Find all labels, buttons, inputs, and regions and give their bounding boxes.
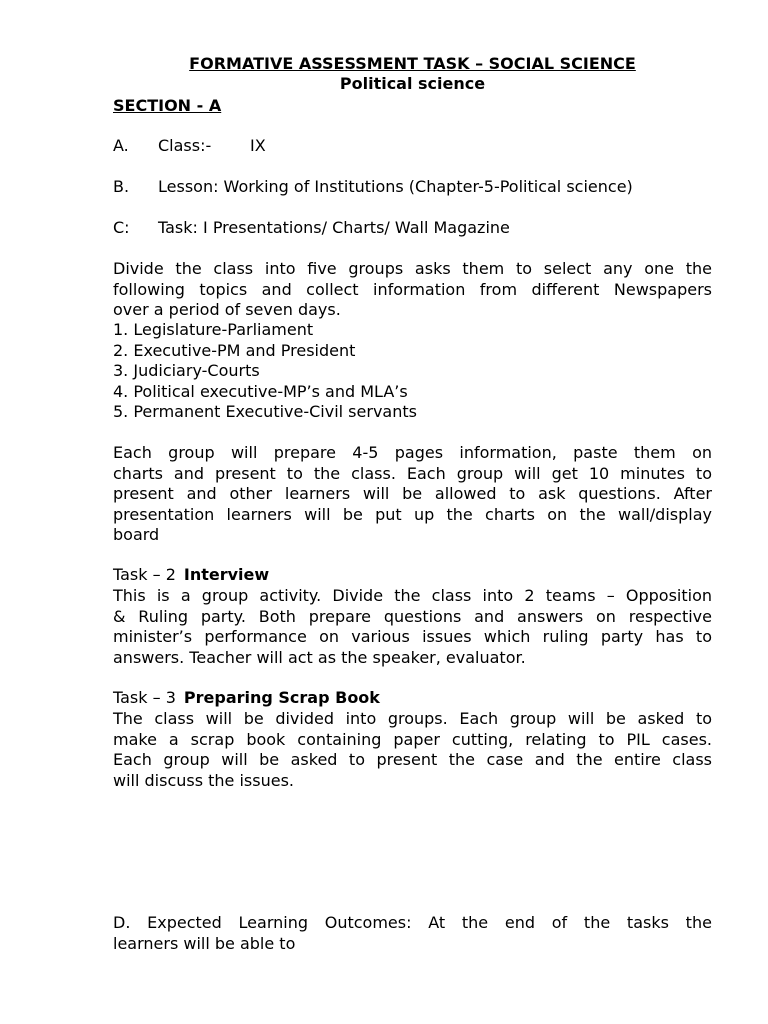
outcomes-word: At <box>428 913 446 932</box>
task3-heading <box>113 688 380 709</box>
outcomes-word: tasks <box>626 913 669 932</box>
outcomes-paragraph <box>113 913 712 954</box>
list-item: 5. Permanent Executive-Civil servants <box>113 402 417 421</box>
outcomes-word: Outcomes: <box>324 913 412 932</box>
paragraph-line: over a period of seven days. <box>113 300 341 319</box>
outcomes-word: Expected <box>147 913 222 932</box>
list-item: 1. Legislature-Parliament <box>113 320 314 339</box>
task2-heading <box>113 565 269 586</box>
class-key: A. <box>113 136 129 155</box>
task-row <box>113 218 510 239</box>
outcomes-word: end <box>504 913 536 932</box>
paragraph-line: board <box>113 525 160 544</box>
task2-name: Interview <box>183 565 270 584</box>
task-text: Task: I Presentations/ Charts/ Wall Magazine <box>158 218 510 237</box>
outcomes-word: the <box>583 913 611 932</box>
outcomes-word: D. <box>113 913 131 932</box>
task3-name: Preparing Scrap Book <box>183 688 380 707</box>
list-item: 2. Executive-PM and President <box>113 340 356 360</box>
outcomes-word: Learning <box>238 913 308 932</box>
task1-intro <box>113 259 712 321</box>
paragraph-line: following topics and collect information from different Newspapers <box>113 279 712 299</box>
paragraph-line: charts and present to the class. Each group will get 10 minutes to <box>113 463 712 483</box>
paragraph-line: Each group will be asked to present the case and the entire class <box>113 750 712 769</box>
task3-description <box>113 709 712 791</box>
outcomes-word: the <box>461 913 489 932</box>
section-heading: SECTION - A <box>113 96 222 115</box>
outcomes-line-1 <box>113 913 712 934</box>
outcomes-line-2: learners will be able to <box>113 933 296 953</box>
paragraph-line: answers. Teacher will act as the speaker, evaluator. <box>113 647 526 667</box>
class-value: IX <box>250 136 266 155</box>
paragraph-line: & Ruling party. Both prepare questions and answers on respective <box>113 606 712 626</box>
paragraph-line: minister’s performance on various issues which ruling party has to <box>113 627 712 646</box>
document-title: FORMATIVE ASSESSMENT TASK – SOCIAL SCIENCE <box>189 54 636 73</box>
paragraph-line: present and other learners will be allowed to ask questions. After <box>113 484 712 503</box>
class-label: Class:- <box>158 136 212 155</box>
lesson-key: B. <box>113 177 130 196</box>
task2-description <box>113 586 712 668</box>
task3-label: Task – 3 <box>113 688 176 707</box>
paragraph-line: This is a group activity. Divide the class into 2 teams – Opposition <box>113 586 712 605</box>
paragraph-line: Divide the class into five groups asks them to select any one the <box>113 259 712 278</box>
paragraph-line: The class will be divided into groups. Each group will be asked to <box>113 709 712 728</box>
task1-description <box>113 443 712 546</box>
list-item: 3. Judiciary-Courts <box>113 361 260 380</box>
outcomes-word: of <box>551 913 568 932</box>
paragraph-line: make a scrap book containing paper cutting, relating to PIL cases. <box>113 729 712 749</box>
task2-label: Task – 2 <box>113 565 176 584</box>
lesson-row <box>113 177 633 198</box>
task-key: C: <box>113 218 130 237</box>
outcomes-word: the <box>685 913 712 932</box>
document-subtitle: Political science <box>339 74 486 93</box>
paragraph-line: Each group will prepare 4-5 pages information, paste them on <box>113 443 712 462</box>
topics-list <box>113 320 417 423</box>
list-item: 4. Political executive-MP’s and MLA’s <box>113 381 408 401</box>
lesson-text: Lesson: Working of Institutions (Chapter-5-Political science) <box>158 177 633 196</box>
class-row <box>113 136 266 157</box>
paragraph-line: will discuss the issues. <box>113 770 295 790</box>
paragraph-line: presentation learners will be put up the charts on the wall/display <box>113 504 712 524</box>
